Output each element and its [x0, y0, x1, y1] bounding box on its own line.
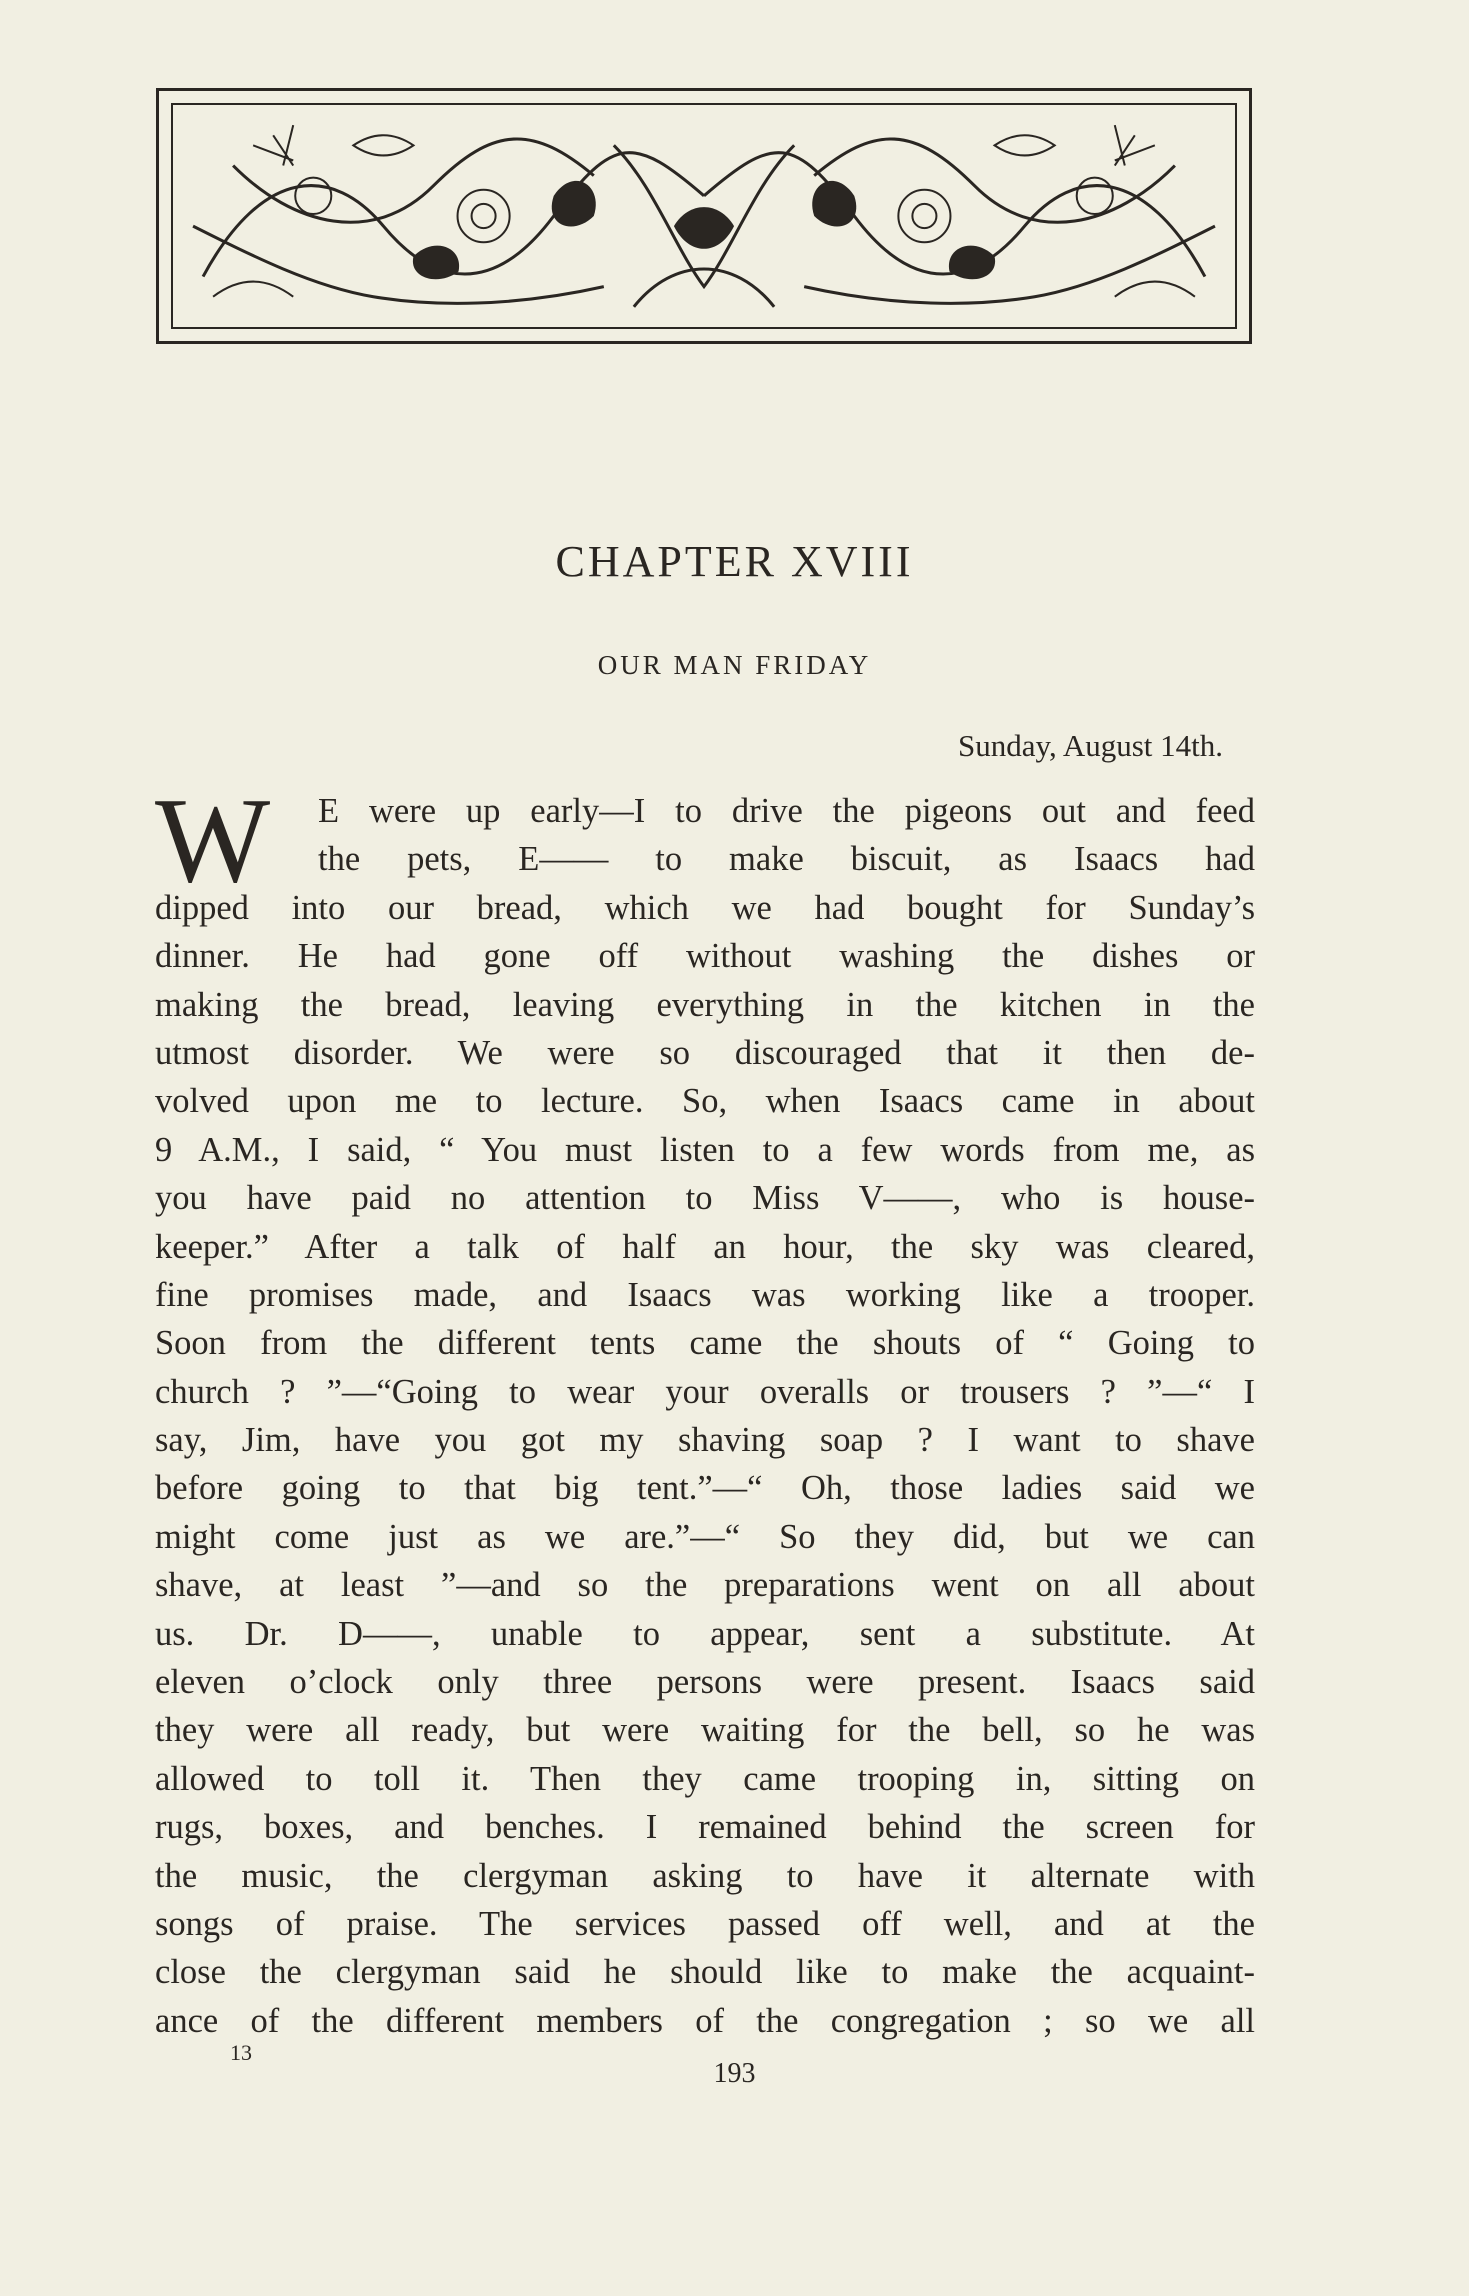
text-line: might come just as we are.”—“ So they did, but we can: [155, 1517, 1255, 1556]
date-line: Sunday, August 14th.: [958, 728, 1223, 763]
text-line: allowed to toll it. Then they came trooping in, sitting on: [155, 1759, 1255, 1798]
text-line: keeper.” After a talk of half an hour, the sky was cleared,: [155, 1227, 1255, 1266]
text-line: 9 A.M., I said, “ You must listen to a few words from me, as: [155, 1130, 1255, 1169]
text-line: eleven o’clock only three persons were present. Isaacs said: [155, 1663, 1255, 1702]
text-line: Soon from the different tents came the shouts of “ Going to: [155, 1324, 1255, 1363]
text-line: utmost disorder. We were so discouraged that it then de-: [155, 1033, 1255, 1072]
text-line: you have paid no attention to Miss V——, who is house-: [155, 1179, 1255, 1218]
signature-mark: 13: [230, 2040, 252, 2065]
ornamental-headpiece: [156, 88, 1252, 344]
text-line: E were up early—I to drive the pigeons out and feed: [318, 792, 1255, 830]
text-line: making the bread, leaving everything in the kitchen in the: [155, 985, 1255, 1024]
text-line: shave, at least ”—and so the preparations went on all about: [155, 1566, 1255, 1605]
text-line: dipped into our bread, which we had bought for Sunday’s: [155, 888, 1255, 927]
drop-cap: W: [155, 773, 271, 908]
text-line: ance of the different members of the congregation ; so we all: [155, 2001, 1255, 2040]
page-number: 193: [713, 2058, 756, 2089]
chapter-title: CHAPTER XVIII: [555, 537, 914, 586]
text-line: before going to that big tent.”—“ Oh, those ladies said we: [155, 1469, 1255, 1508]
headpiece-frame: [171, 103, 1237, 329]
chapter-subtitle: OUR MAN FRIDAY: [597, 650, 872, 680]
text-line: the music, the clergyman asking to have it alternate with: [155, 1856, 1255, 1895]
text-line: the pets, E—— to make biscuit, as Isaacs had: [318, 840, 1255, 879]
text-line: songs of praise. The services passed off well, and at the: [155, 1904, 1255, 1943]
text-line: volved upon me to lecture. So, when Isaacs came in about: [155, 1082, 1255, 1121]
text-line: close the clergyman said he should like to make the acquaint-: [155, 1953, 1255, 1992]
text-line: us. Dr. D——, unable to appear, sent a substitute. At: [155, 1614, 1255, 1653]
text-line: say, Jim, have you got my shaving soap ? I want to shave: [155, 1421, 1255, 1460]
body-paragraph: [155, 773, 1255, 2045]
floral-ornament-icon: [173, 105, 1235, 327]
text-line: they were all ready, but were waiting for the bell, so he was: [155, 1711, 1255, 1750]
text-line: church ? ”—“Going to wear your overalls or trousers ? ”—“ I: [155, 1372, 1255, 1411]
text-line: fine promises made, and Isaacs was working like a trooper.: [155, 1275, 1255, 1314]
text-line: dinner. He had gone off without washing the dishes or: [155, 937, 1255, 976]
text-line: rugs, boxes, and benches. I remained behind the screen for: [155, 1808, 1255, 1847]
